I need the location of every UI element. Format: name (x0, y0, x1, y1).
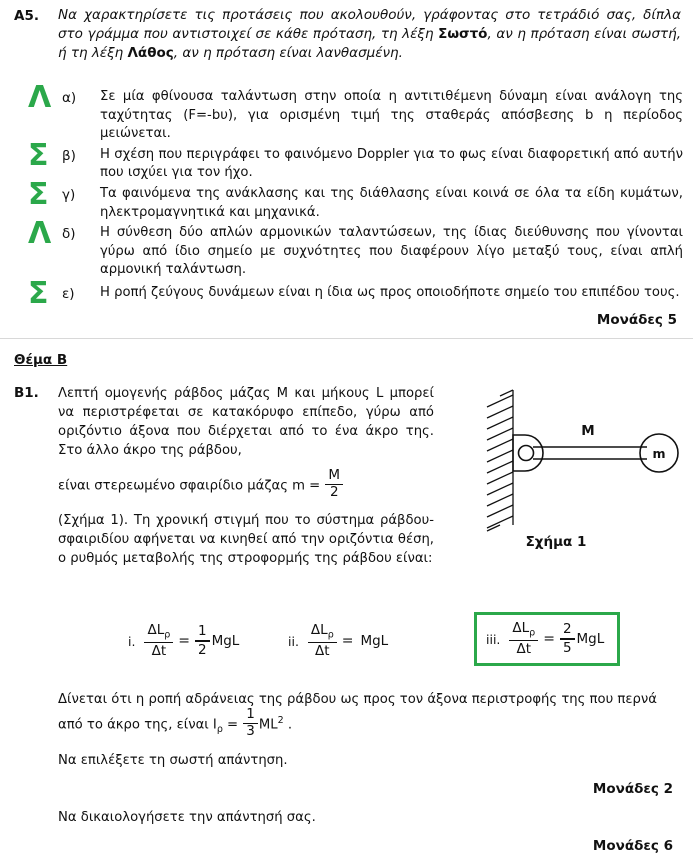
equals-sign: = (543, 631, 555, 648)
spacer (58, 501, 434, 511)
question-a5-block (0, 0, 693, 64)
option-iii-equation (509, 622, 604, 656)
fraction-denominator: 2 (197, 641, 207, 658)
answer-mark-cell-c[interactable] (14, 176, 62, 212)
fraction-denominator: Δt (151, 642, 167, 659)
inertia-subscript: ρ (216, 723, 223, 735)
statement-item (0, 176, 693, 222)
b1-given-text: Δίνεται ότι η ροπή αδράνειας της ράβδου ως προς τον άξονα περιστροφής της που περνά από το άκρο της, είναι Ι (58, 692, 657, 733)
statement-text-c: Τα φαινόμενα της ανάκλασης και της διάθλασης είναι κοινά σε όλα τα είδη κυμάτων, ηλεκτρομαγνητικά και μηχανικά. (100, 185, 683, 220)
statement-text-b: Η σχέση που περιγράφει το φαινόμενο Doppler για το φως είναι διαφορετική από αυτήν που ισχύει για τον ήχο. (100, 146, 683, 181)
fraction-numerator (308, 624, 337, 642)
fraction-dl-dt (509, 622, 538, 656)
handwritten-mark-icon: Σ (28, 137, 49, 173)
exponent-two: 2 (277, 714, 284, 726)
statement-letter-d: δ) (62, 226, 76, 243)
b1-instruction-1: Να επιλέξετε τη σωστή απάντηση. (58, 752, 288, 768)
stem-part-1: Να χαρακτηρίσετε τις προτάσεις που ακολουθούν, γράφοντας στο τετράδιό σας, δίπλα στο γράμμα που αντιστοιχεί σε κάθε πρόταση, τη λέξη (58, 7, 681, 43)
b1-paragraph-1: Λεπτή ομογενής ράβδος μάζας Μ και μήκους L μπορεί να περιστρέφεται σε κατακόρυφο επίπεδο, γύρω από οριζόντιο άξονα που διέρχεται από το ένα άκρο της. Στο άλλο άκρο της ράβδου, (58, 386, 434, 458)
answer-mark-cell-e[interactable] (14, 275, 62, 311)
fraction-dl-dt (144, 624, 173, 658)
option-iii-rhs: MgL (576, 631, 605, 648)
option-label-ii: ii. (288, 633, 299, 649)
fraction-coefficient (195, 625, 210, 657)
numerator-text: ΔL (512, 620, 530, 636)
option-i-rhs: MgL (211, 633, 240, 650)
answer-mark-cell-d[interactable] (14, 216, 62, 252)
answer-mark-cell-b[interactable] (14, 137, 62, 173)
fraction-denominator: Δt (315, 642, 330, 659)
b1-paragraph-3: (Σχήμα 1). Τη χρονική στιγμή που το σύστημα ράβδου-σφαιριδίου αφήνεται να κινηθεί από την οριζόντια θέση, ο ρυθμός μεταβολής της στροφορμής της ράβδου είναι: (58, 512, 434, 566)
question-a5-stem (58, 6, 685, 64)
answer-option-ii[interactable] (288, 624, 388, 658)
statement-letter-a: α) (62, 90, 77, 106)
numerator-subscript: ρ (164, 629, 171, 641)
option-i-equation (144, 624, 239, 658)
statement-letter-c: γ) (62, 186, 76, 203)
fraction-denominator: 5 (562, 639, 572, 656)
hinge-bracket-icon (513, 435, 543, 471)
b1-lower-block (58, 690, 683, 854)
figure-label-ball-mass: m (652, 446, 666, 461)
fraction-numerator: 1 (246, 706, 255, 722)
figure-label-rod-mass: Μ (581, 423, 595, 439)
question-a5-tag: Α5. (14, 8, 39, 24)
fraction-dl-dt (308, 624, 337, 658)
numerator-subscript: ρ (529, 627, 536, 639)
answer-option-iii-selected[interactable] (474, 612, 620, 666)
statement-text-e: Η ροπή ζεύγους δυνάμεων είναι η ίδια ως προς οποιοδήποτε σημείο του επιπέδου τους. (100, 284, 680, 300)
wall-hatching-icon (487, 390, 513, 531)
option-label-iii: iii. (486, 631, 501, 647)
figure-caption: Σχήμα 1 (525, 534, 587, 550)
section-divider (0, 338, 693, 339)
fraction-denominator: 3 (246, 723, 255, 740)
stem-part-2: , αν η πρόταση είναι σωστή, ή τη λέξη (58, 26, 681, 62)
spacer (58, 797, 683, 808)
spacer (58, 827, 683, 838)
statement-item (0, 216, 693, 280)
answer-option-i[interactable] (128, 624, 239, 658)
fraction-denominator: 2 (329, 484, 339, 501)
fraction-coefficient (560, 623, 575, 655)
statement-item (0, 275, 693, 311)
option-label-i: i. (128, 633, 136, 649)
numerator-subscript: ρ (327, 629, 334, 641)
monades-b1-part1: Μονάδες 2 (592, 780, 673, 797)
numerator-text: ΔL (310, 622, 328, 638)
option-ii-equation (308, 624, 388, 658)
equals-sign: = (341, 633, 354, 650)
stem-bold-lathos: Λάθος (127, 45, 174, 62)
statement-letter-b: β) (62, 147, 76, 164)
stem-part-3: , αν η πρόταση είναι λανθασμένη. (173, 45, 403, 62)
b1-given-line (58, 690, 683, 740)
equals-sign: = (178, 633, 190, 650)
monades-a5: Μονάδες 5 (596, 311, 677, 328)
b1-paragraph-2-text: είναι στερεωμένο σφαιρίδιο μάζας m = (58, 478, 325, 494)
b1-instruction-2: Να δικαιολογήσετε την απάντησή σας. (58, 809, 316, 825)
fraction-numerator (509, 622, 538, 640)
question-a5-header (0, 0, 693, 64)
b1-given-period: . (283, 717, 293, 733)
section-title-thema-b: Θέμα Β (14, 352, 68, 368)
question-b1-text (58, 384, 434, 568)
question-b1-tag: Β1. (14, 385, 39, 401)
fraction-numerator: 1 (197, 623, 207, 640)
b1-given-ml: ML (258, 717, 278, 733)
option-ii-rhs: MgL (360, 633, 389, 650)
stem-bold-sosto: Σωστό (438, 26, 488, 43)
statement-text-a: Σε μία φθίνουσα ταλάντωση στην οποία η αντιτιθέμενη δύναμη είναι ανάλογη της ταχύτητας (F=-bυ), για ορισμένη τιμή της σταθεράς απόσβεσης b η περίοδος μειώνεται. (100, 89, 683, 142)
numerator-text: ΔL (147, 622, 165, 638)
b1-paragraph-2 (58, 467, 434, 501)
spacer (58, 740, 683, 751)
fraction-m-over-2 (325, 469, 343, 500)
handwritten-mark-icon: Λ (28, 216, 52, 252)
answer-mark-cell-a[interactable] (14, 80, 62, 115)
b1-given-equals: = (222, 717, 243, 733)
handwritten-mark-icon: Λ (28, 80, 52, 115)
fraction-numerator: Μ (328, 467, 341, 483)
statement-text-d: Η σύνθεση δύο απλών αρμονικών ταλαντώσεων, της ίδιας διεύθυνσης που γίνονται γύρω από ίδιο σημείο με συχνότητες που διαφέρουν λίγο μεταξύ τους, είναι απλή αρμονική ταλάντωση. (100, 225, 683, 278)
pivot-circle-icon (519, 446, 534, 461)
handwritten-mark-icon: Σ (28, 275, 49, 311)
answer-options-row (0, 612, 693, 682)
statement-list (0, 80, 693, 328)
fraction-denominator: Δt (516, 640, 532, 657)
statement-letter-e: ε) (62, 285, 75, 302)
spacer (58, 770, 683, 781)
monades-b1-part2: Μονάδες 6 (592, 837, 673, 854)
statement-item (0, 137, 693, 183)
fraction-numerator (144, 624, 173, 642)
spacer (58, 460, 434, 470)
handwritten-mark-icon: Σ (28, 176, 49, 212)
fraction-one-third (243, 708, 258, 739)
fraction-numerator: 2 (562, 621, 572, 638)
statement-item (0, 80, 693, 144)
